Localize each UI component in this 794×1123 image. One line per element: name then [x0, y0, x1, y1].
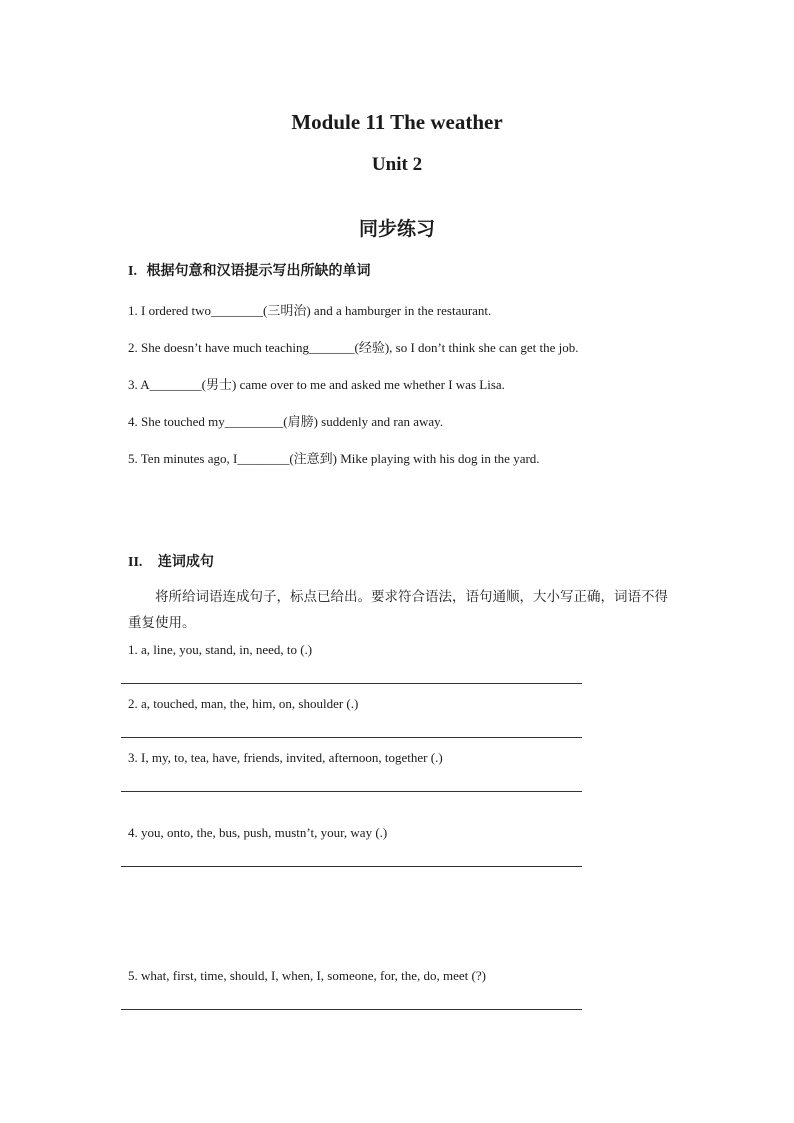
section-2-heading [128, 551, 214, 571]
answer-line-4[interactable] [121, 866, 582, 867]
fill-blank-item-1: 1. I ordered two________(三明治) and a hamburger in the restaurant. [128, 303, 492, 318]
fill-blank-item-4: 4. She touched my_________(肩膀) suddenly and ran away. [128, 414, 444, 429]
fill-blank-item-5: 5. Ten minutes ago, I________(注意到) Mike playing with his dog in the yard. [128, 451, 540, 466]
section-2-label: 连词成句 [157, 554, 214, 570]
answer-line-2[interactable] [121, 737, 582, 738]
section-1-heading [128, 260, 370, 280]
reorder-item-4: 4. you, onto, the, bus, push, mustn’t, your, way (.) [128, 825, 388, 840]
section-2-number: II. [128, 555, 143, 570]
reorder-item-5: 5. what, first, time, should, I, when, I, someone, for, the, do, meet (?) [128, 968, 486, 983]
module-title: Module 11 The weather [291, 110, 503, 134]
section-1-number: I. [128, 264, 137, 279]
fill-blank-item-3: 3. A________(男士) came over to me and asked me whether I was Lisa. [128, 377, 505, 392]
fill-blank-item-2: 2. She doesn’t have much teaching_______(经验), so I don’t think she can get the job. [128, 340, 579, 355]
reorder-item-2: 2. a, touched, man, the, him, on, shoulder (.) [128, 696, 359, 711]
answer-line-1[interactable] [121, 683, 582, 684]
answer-line-5[interactable] [121, 1009, 582, 1010]
practice-title: 同步练习 [358, 218, 435, 240]
reorder-item-1: 1. a, line, you, stand, in, need, to (.) [128, 642, 313, 657]
section-1-label: 根据句意和汉语提示写出所缺的单词 [146, 263, 371, 279]
section-2-instruction: 将所给词语连成句子，标点已给出。要求符合语法，语句通顺，大小写正确，词语不得重复使用。 [128, 589, 668, 631]
answer-line-3[interactable] [121, 791, 582, 792]
unit-title: Unit 2 [371, 154, 423, 175]
reorder-item-3: 3. I, my, to, tea, have, friends, invited, afternoon, together (.) [128, 750, 443, 765]
